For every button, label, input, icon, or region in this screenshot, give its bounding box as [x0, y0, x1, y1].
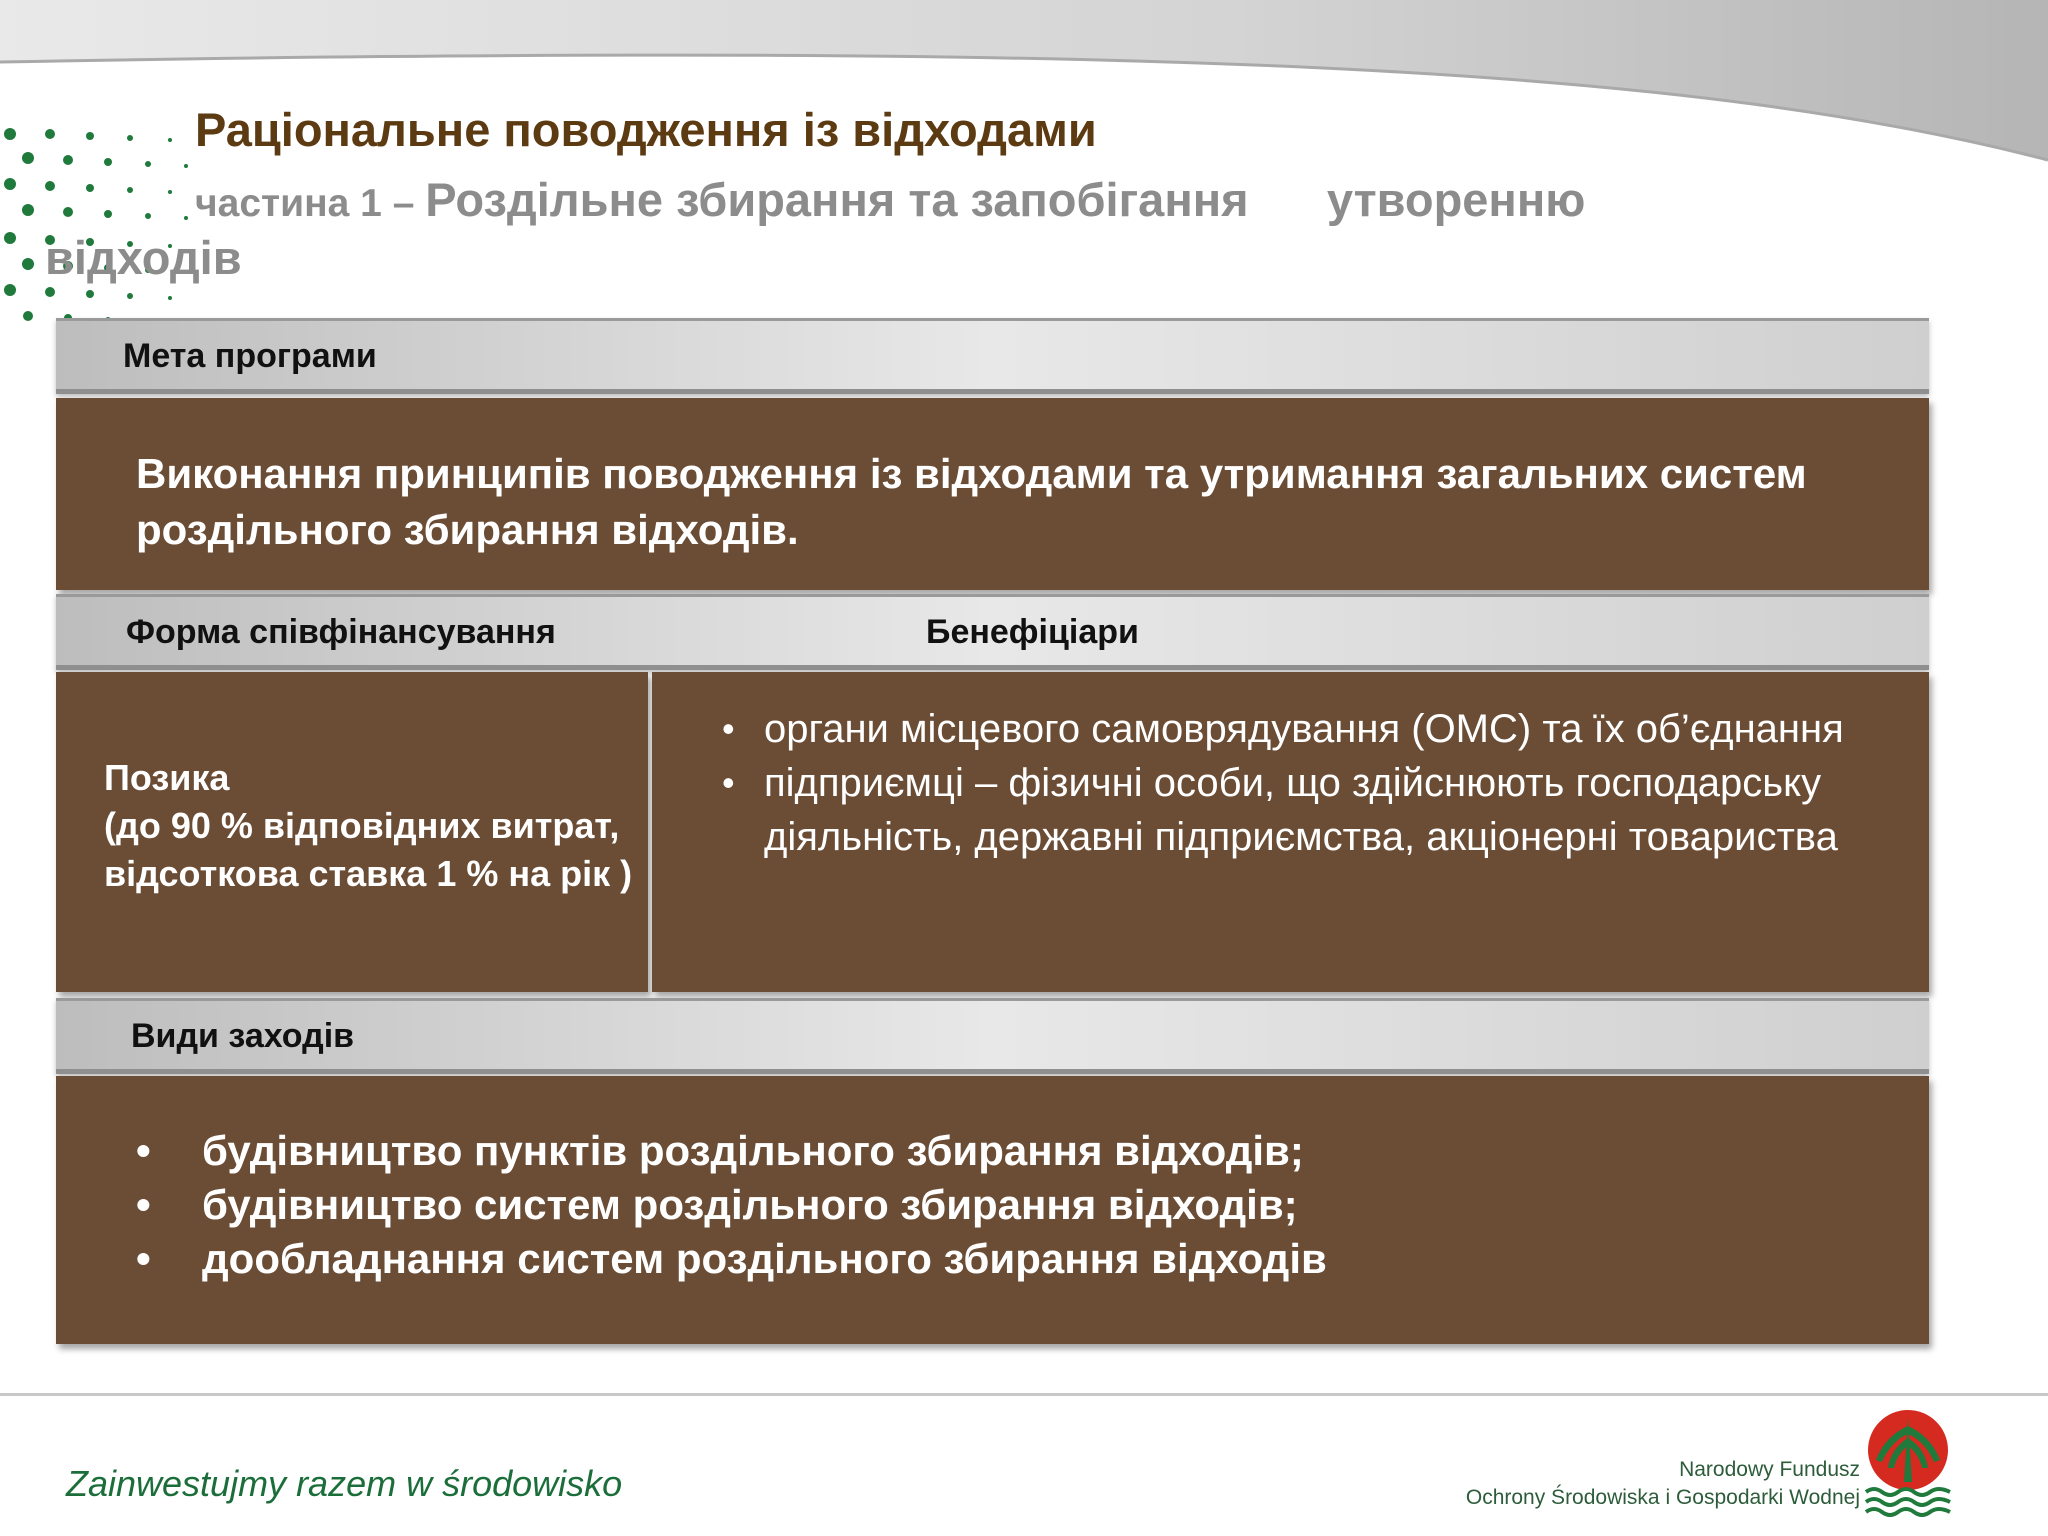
measures-header-bar — [56, 998, 1929, 1074]
page-title: Раціональне поводження із відходами — [195, 103, 1097, 156]
financing-header: Форма співфінансування — [126, 613, 556, 651]
goal-header-bar — [56, 318, 1929, 394]
list-item: • органи місцевого самоврядування (ОМС) та їх об’єднання — [722, 702, 1872, 756]
goal-header: Мета програми — [123, 337, 377, 375]
footer-divider — [0, 1393, 2048, 1396]
beneficiaries-list — [722, 702, 1872, 864]
goal-panel — [56, 398, 1929, 590]
header-swoosh-decoration — [0, 0, 2048, 200]
page-subtitle — [195, 172, 1585, 227]
subtitle-main: Роздільне збирання та запобігання утворенню — [425, 173, 1586, 226]
subtitle-prefix: частина 1 – — [195, 182, 426, 225]
measures-list — [136, 1124, 1896, 1286]
goal-text: Виконання принципів поводження із відходами та утримання загальних систем роздільного збирання відходів. — [136, 450, 1807, 553]
nfosigw-logo-icon — [1860, 1408, 1956, 1518]
measures-panel — [56, 1076, 1929, 1344]
beneficiaries-header: Бенефіціари — [926, 613, 1139, 651]
list-item: • будівництво систем роздільного збирання відходів; — [136, 1178, 1896, 1232]
list-item: • дообладнання систем роздільного збирання відходів — [136, 1232, 1896, 1286]
loan-details: (до 90 % відповідних витрат, відсоткова ставка 1 % на рік ) — [104, 805, 633, 894]
list-item: • будівництво пунктів роздільного збирання відходів; — [136, 1124, 1896, 1178]
org-line-1: Narodowy Fundusz — [1679, 1458, 1860, 1481]
subtitle-continuation: відходів — [45, 231, 242, 284]
loan-info — [104, 754, 664, 898]
beneficiaries-panel — [652, 672, 1929, 992]
measures-header: Види заходів — [131, 1017, 355, 1055]
org-line-2: Ochrony Środowiska i Gospodarki Wodnej — [1465, 1486, 1860, 1509]
financing-panel — [56, 672, 648, 992]
organization-name — [1466, 1456, 1860, 1512]
decorative-dots-icon — [0, 118, 210, 338]
list-item: • підприємці – фізичні особи, що здійснюють господарську діяльність, державні підприємства, акціонерні товариства — [722, 756, 1872, 864]
footer-slogan: Zainwestujmy razem w środowisko — [66, 1463, 623, 1504]
loan-title: Позика — [104, 757, 230, 798]
financing-beneficiaries-header-bar — [56, 594, 1929, 670]
